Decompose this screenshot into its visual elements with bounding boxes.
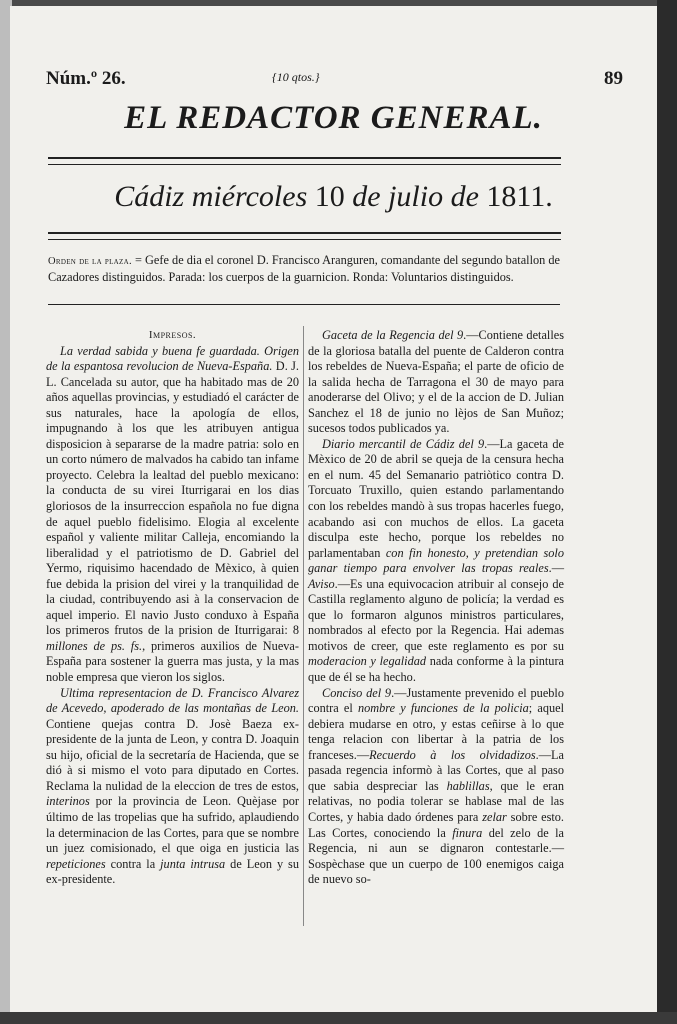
article-title: La verdad sabida y buena fe guardada. Origen de la espantosa revolucion de Nueva-España. [46, 343, 299, 374]
column-divider [303, 326, 304, 926]
scan-bottom-edge [0, 1012, 677, 1024]
dateline [10, 180, 657, 214]
dateline-year: 1811. [486, 180, 553, 213]
article-cancelada: La verdad sabida y buena fe guardada. Origen de la espantosa revolucion de Nueva-España. D. J. L. Cancelada su autor, que ha habitado mas de 20 años aquellas provincias, y estudiadó el carácter de sus naturales, hace la apología de ellos, impugnando à los que les atribuyen antigua disposicion à separarse de la madre patria: solo en un corto número de malvados ha cabido tan infame proyecto. Celebra la lealtad del pueblo mexicano: la conducta de su virei Iturrigarai en los dias gloriosos de la insurreccion española no fue digna de aquel pueblo fidelisimo. Elogia al excelente español y valiente militar Calleja, encomiando la liberalidad y el patriotismo de D. Gabriel del Yermo, riquisimo hacendado de Mèxico, à quien fue debida la prision del virei y la tranquilidad de la ciudad, contribuyendo asi à la conservacion de aquel imperio. El navio Justo conduxo à España los primeros frutos de la prision de Iturrigarai: 8 millones de ps. fs., primeros auxilios de Nueva-España para sostener la guerra mas justa, y la mas noble empresa que vieron los siglos. [46, 343, 299, 685]
right-column [308, 328, 564, 888]
article-acevedo: Ultima representacion de D. Francisco Alvarez de Acevedo, apoderado de las montañas de Leon. Contiene quejas contra D. Josè Baeza ex-presidente de la junta de Leon, y contra D. Joaquin su hijo, oficial de la secretaría de Hacienda, que se dió à si mismo el voto para diputado en Cortes. Reclama la nulidad de la eleccion de tres de estos, interinos por la provincia de Leon. Quèjase por último de las tropelias que ha sufrido, aplaudiendo la determinacion de las Cortes, para que se nombre un juez comisionado, el que oiga en justicia las repeticiones contra la junta intrusa de Leon y su ex-presidente. [46, 685, 299, 887]
newspaper-page [10, 6, 657, 1012]
issue-number: Núm.º 26. [46, 68, 126, 89]
article-title: Diario mercantil de Cádiz del 9 [322, 436, 485, 451]
orden-label: Orden de la plaza. [48, 256, 132, 267]
article-title: Conciso del 9 [322, 685, 392, 700]
scan-edge [657, 0, 677, 1024]
article-gaceta-regencia: Gaceta de la Regencia del 9.—Contiene detalles de la gloriosa batalla del puente de Calderon contra los rebeldes de Nueva-España; el parte de oficio de la salida hecha de Tarragona el 30 de mayo para anoderarse del Olivo; y el de la accion de D. Julian Sanchez el 18 de junio no lèjos de San Muñoz; sucesos todos publicados ya. [308, 328, 564, 436]
page-number: 89 [604, 68, 623, 89]
header-line [46, 68, 623, 102]
masthead-rule [48, 157, 561, 165]
dateline-weekday: Cádiz miércoles [114, 180, 308, 213]
masthead-title: EL REDACTOR GENERAL. [124, 100, 543, 136]
article-title: Ultima representacion de D. Francisco Alvarez de Acevedo, apoderado de las montañas de Leon. [46, 685, 299, 716]
dateline-month: de julio de [352, 180, 479, 213]
left-column [46, 328, 299, 888]
dateline-rule [48, 232, 561, 240]
orden-text: = Gefe de dia el coronel D. Francisco Aranguren, comandante del segundo batallon de Cazadores distinguidos. Parada: los cuerpos de la guarnicion. Ronda: Voluntarios distinguidos. [48, 253, 561, 284]
issue-price: {10 qtos.} [272, 70, 320, 84]
section-rule [48, 304, 560, 305]
article-conciso: Conciso del 9.—Justamente prevenido el pueblo contra el nombre y funciones de la policia; aquel debiera mudarse en otro, y estas ceñirse à lo que tenga relacion con libertar à la patria de los franceses.—Recuerdo à los olvidadizos.—La pasada regencia informò à las Cortes, que al paso que sabia despreciar las hablillas, que le eran relativas, no podia tolerar se hablase mal de las Cortes, y habia dado órdenes para zelar sobre esto. Las Cortes, conociendo la finura del zelo de la Regencia, ni aun se dignaron contestarle.— Sospèchase que un cuerpo de 100 enemigos caiga de nuevo so- [308, 685, 564, 887]
impresos-heading: Impresos. [148, 329, 197, 341]
orden-de-la-plaza [48, 253, 560, 285]
article-title: Gaceta de la Regencia del 9 [322, 328, 464, 342]
article-diario-mercantil: Diario mercantil de Cádiz del 9.—La gaceta de Mèxico de 20 de abril se queja de la censura hecha en el num. 45 del Semanario patriòtico contra D. Torcuato Truxillo, quien estando parlamentando con los rebeldes mandò à sus tropas hacerles fuego, acabando asi con muchos de ellos. La gaceta disculpa este hecho, porque los rebeldes no parlamentaban con fin honesto, y pretendian solo ganar tiempo para envolver las tropas reales.—Aviso.—Es una equivocacion atribuir al consejo de Castilla reglamento alguno de policía; la verdad es que lo formaron algunos ministros particulares, nombrados al efecto por la Regencia. Hai ademas motivos de creer, que este reglamento es por su moderacion y legalidad nada conforme à la pintura que de él se ha hecho. [308, 436, 565, 685]
dateline-day: 10 [314, 180, 345, 213]
